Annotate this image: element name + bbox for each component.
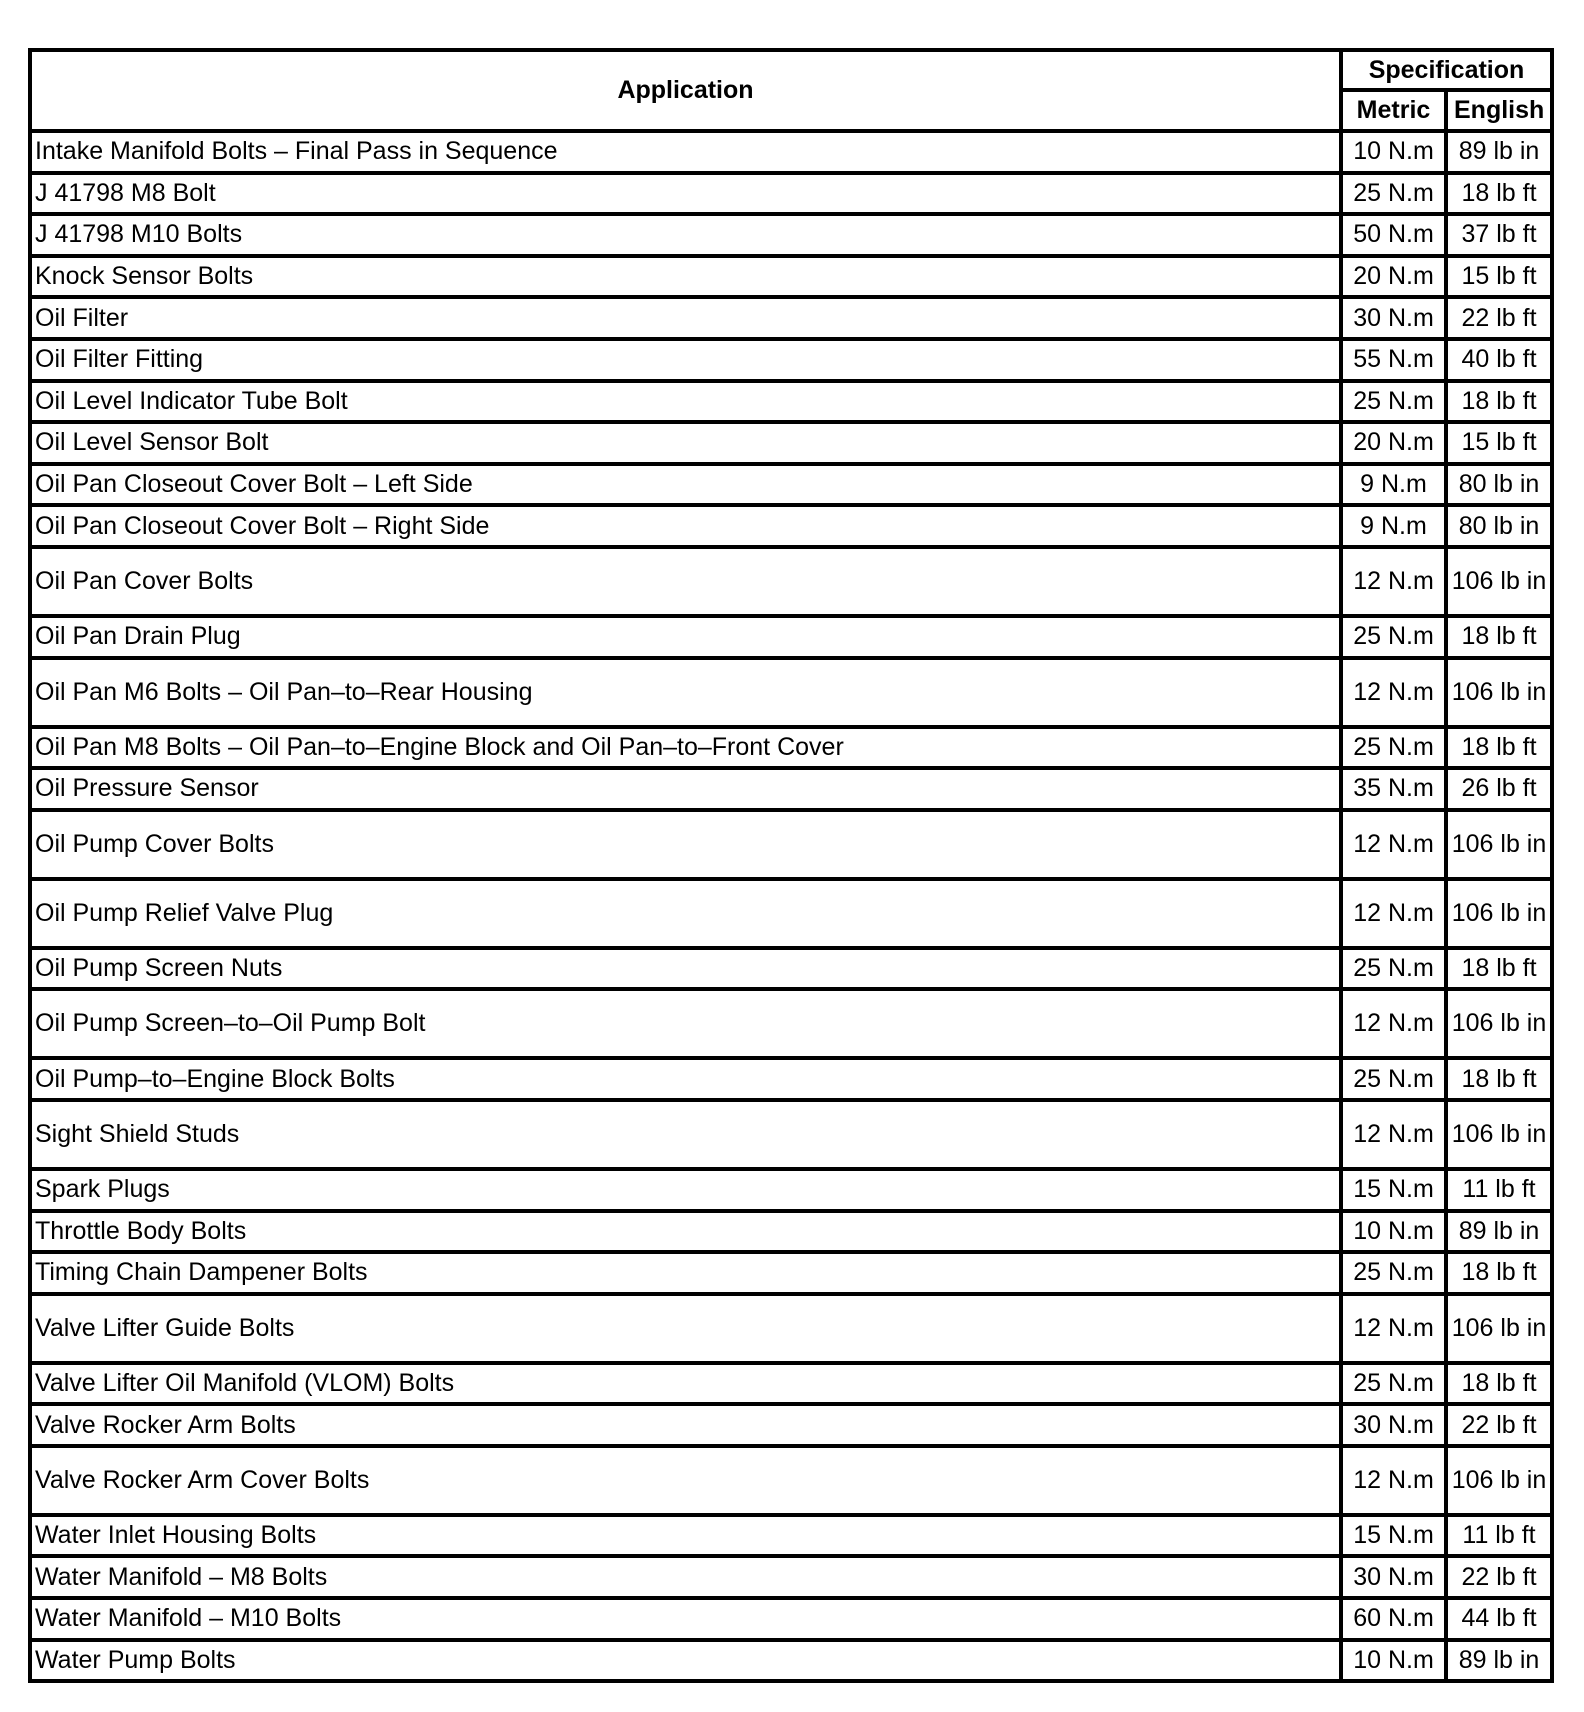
- metric-cell: 55 N.m: [1341, 339, 1446, 381]
- table-header: [30, 50, 1552, 131]
- metric-cell: 12 N.m: [1341, 810, 1446, 879]
- metric-cell: 25 N.m: [1341, 173, 1446, 215]
- english-cell: 106 lb in: [1446, 989, 1552, 1058]
- application-cell: Sight Shield Studs: [30, 1100, 1341, 1169]
- application-cell: J 41798 M10 Bolts: [30, 214, 1341, 256]
- application-cell: Water Manifold – M10 Bolts: [30, 1598, 1341, 1640]
- english-cell: 18 lb ft: [1446, 381, 1552, 423]
- metric-cell: 9 N.m: [1341, 464, 1446, 506]
- metric-cell: 12 N.m: [1341, 989, 1446, 1058]
- english-cell: 40 lb ft: [1446, 339, 1552, 381]
- table-row: [30, 727, 1552, 769]
- metric-cell: 25 N.m: [1341, 381, 1446, 423]
- table-row: [30, 1598, 1552, 1640]
- table-row: [30, 505, 1552, 547]
- table-row: [30, 1294, 1552, 1363]
- metric-cell: 25 N.m: [1341, 948, 1446, 990]
- application-cell: Oil Pump Cover Bolts: [30, 810, 1341, 879]
- table-row: [30, 1169, 1552, 1211]
- english-cell: 89 lb in: [1446, 131, 1552, 173]
- metric-cell: 10 N.m: [1341, 1211, 1446, 1253]
- table-row: [30, 297, 1552, 339]
- application-cell: Water Inlet Housing Bolts: [30, 1515, 1341, 1557]
- table-row: [30, 1211, 1552, 1253]
- english-cell: 106 lb in: [1446, 658, 1552, 727]
- table-row: [30, 381, 1552, 423]
- table-row: [30, 547, 1552, 616]
- english-cell: 18 lb ft: [1446, 727, 1552, 769]
- application-cell: Oil Pump–to–Engine Block Bolts: [30, 1058, 1341, 1100]
- english-cell: 18 lb ft: [1446, 616, 1552, 658]
- table-row: [30, 1556, 1552, 1598]
- english-cell: 26 lb ft: [1446, 768, 1552, 810]
- table-row: [30, 1640, 1552, 1682]
- english-cell: 106 lb in: [1446, 1294, 1552, 1363]
- table-row: [30, 214, 1552, 256]
- application-cell: Oil Pan M6 Bolts – Oil Pan–to–Rear Housing: [30, 658, 1341, 727]
- table-row: [30, 1404, 1552, 1446]
- metric-cell: 25 N.m: [1341, 616, 1446, 658]
- table-row: [30, 768, 1552, 810]
- english-cell: 80 lb in: [1446, 505, 1552, 547]
- english-cell: 11 lb ft: [1446, 1169, 1552, 1211]
- english-cell: 44 lb ft: [1446, 1598, 1552, 1640]
- application-cell: Water Pump Bolts: [30, 1640, 1341, 1682]
- metric-header: Metric: [1341, 90, 1446, 131]
- metric-cell: 25 N.m: [1341, 1058, 1446, 1100]
- english-cell: 18 lb ft: [1446, 948, 1552, 990]
- english-cell: 106 lb in: [1446, 1100, 1552, 1169]
- table-row: [30, 1100, 1552, 1169]
- metric-cell: 12 N.m: [1341, 879, 1446, 948]
- specification-header: Specification: [1341, 50, 1552, 90]
- metric-cell: 12 N.m: [1341, 1100, 1446, 1169]
- application-cell: Oil Level Sensor Bolt: [30, 422, 1341, 464]
- table-row: [30, 173, 1552, 215]
- metric-cell: 20 N.m: [1341, 422, 1446, 464]
- metric-cell: 25 N.m: [1341, 727, 1446, 769]
- application-cell: Oil Pump Screen Nuts: [30, 948, 1341, 990]
- table-row: [30, 422, 1552, 464]
- english-cell: 22 lb ft: [1446, 297, 1552, 339]
- metric-cell: 35 N.m: [1341, 768, 1446, 810]
- application-cell: Valve Rocker Arm Bolts: [30, 1404, 1341, 1446]
- table-row: [30, 1252, 1552, 1294]
- metric-cell: 30 N.m: [1341, 297, 1446, 339]
- english-cell: 80 lb in: [1446, 464, 1552, 506]
- application-cell: Oil Pan Closeout Cover Bolt – Left Side: [30, 464, 1341, 506]
- english-cell: 11 lb ft: [1446, 1515, 1552, 1557]
- application-cell: Knock Sensor Bolts: [30, 256, 1341, 298]
- english-cell: 18 lb ft: [1446, 1252, 1552, 1294]
- application-cell: Oil Pan Closeout Cover Bolt – Right Side: [30, 505, 1341, 547]
- english-cell: 106 lb in: [1446, 810, 1552, 879]
- metric-cell: 50 N.m: [1341, 214, 1446, 256]
- english-cell: 22 lb ft: [1446, 1556, 1552, 1598]
- application-cell: Throttle Body Bolts: [30, 1211, 1341, 1253]
- metric-cell: 12 N.m: [1341, 1446, 1446, 1515]
- table-row: [30, 1058, 1552, 1100]
- table-row: [30, 1363, 1552, 1405]
- english-cell: 106 lb in: [1446, 1446, 1552, 1515]
- english-cell: 18 lb ft: [1446, 1363, 1552, 1405]
- application-cell: Intake Manifold Bolts – Final Pass in Sequence: [30, 131, 1341, 173]
- torque-spec-table: [28, 48, 1554, 1683]
- table-row: [30, 989, 1552, 1058]
- table-row: [30, 879, 1552, 948]
- application-cell: J 41798 M8 Bolt: [30, 173, 1341, 215]
- metric-cell: 30 N.m: [1341, 1404, 1446, 1446]
- english-cell: 106 lb in: [1446, 547, 1552, 616]
- metric-cell: 12 N.m: [1341, 658, 1446, 727]
- application-cell: Oil Pan Cover Bolts: [30, 547, 1341, 616]
- metric-cell: 20 N.m: [1341, 256, 1446, 298]
- table-body: [30, 131, 1552, 1681]
- table-row: [30, 616, 1552, 658]
- application-cell: Oil Pan M8 Bolts – Oil Pan–to–Engine Block and Oil Pan–to–Front Cover: [30, 727, 1341, 769]
- metric-cell: 25 N.m: [1341, 1363, 1446, 1405]
- english-cell: 15 lb ft: [1446, 256, 1552, 298]
- table-row: [30, 339, 1552, 381]
- table-row: [30, 658, 1552, 727]
- metric-cell: 15 N.m: [1341, 1515, 1446, 1557]
- application-cell: Oil Pan Drain Plug: [30, 616, 1341, 658]
- metric-cell: 15 N.m: [1341, 1169, 1446, 1211]
- table-row: [30, 1515, 1552, 1557]
- application-cell: Water Manifold – M8 Bolts: [30, 1556, 1341, 1598]
- application-cell: Oil Filter Fitting: [30, 339, 1341, 381]
- english-cell: 22 lb ft: [1446, 1404, 1552, 1446]
- english-cell: 37 lb ft: [1446, 214, 1552, 256]
- application-cell: Oil Filter: [30, 297, 1341, 339]
- metric-cell: 9 N.m: [1341, 505, 1446, 547]
- english-cell: 18 lb ft: [1446, 173, 1552, 215]
- metric-cell: 12 N.m: [1341, 547, 1446, 616]
- metric-cell: 25 N.m: [1341, 1252, 1446, 1294]
- metric-cell: 10 N.m: [1341, 1640, 1446, 1682]
- table-row: [30, 256, 1552, 298]
- metric-cell: 12 N.m: [1341, 1294, 1446, 1363]
- english-header: English: [1446, 90, 1552, 131]
- application-header: Application: [30, 50, 1341, 131]
- english-cell: 89 lb in: [1446, 1211, 1552, 1253]
- application-cell: Oil Pump Relief Valve Plug: [30, 879, 1341, 948]
- application-cell: Oil Pump Screen–to–Oil Pump Bolt: [30, 989, 1341, 1058]
- english-cell: 15 lb ft: [1446, 422, 1552, 464]
- table-row: [30, 1446, 1552, 1515]
- application-cell: Valve Rocker Arm Cover Bolts: [30, 1446, 1341, 1515]
- metric-cell: 60 N.m: [1341, 1598, 1446, 1640]
- table-row: [30, 948, 1552, 990]
- table-row: [30, 131, 1552, 173]
- english-cell: 106 lb in: [1446, 879, 1552, 948]
- english-cell: 18 lb ft: [1446, 1058, 1552, 1100]
- application-cell: Spark Plugs: [30, 1169, 1341, 1211]
- metric-cell: 10 N.m: [1341, 131, 1446, 173]
- table-row: [30, 810, 1552, 879]
- application-cell: Oil Level Indicator Tube Bolt: [30, 381, 1341, 423]
- application-cell: Valve Lifter Guide Bolts: [30, 1294, 1341, 1363]
- metric-cell: 30 N.m: [1341, 1556, 1446, 1598]
- english-cell: 89 lb in: [1446, 1640, 1552, 1682]
- application-cell: Oil Pressure Sensor: [30, 768, 1341, 810]
- table-row: [30, 464, 1552, 506]
- application-cell: Timing Chain Dampener Bolts: [30, 1252, 1341, 1294]
- application-cell: Valve Lifter Oil Manifold (VLOM) Bolts: [30, 1363, 1341, 1405]
